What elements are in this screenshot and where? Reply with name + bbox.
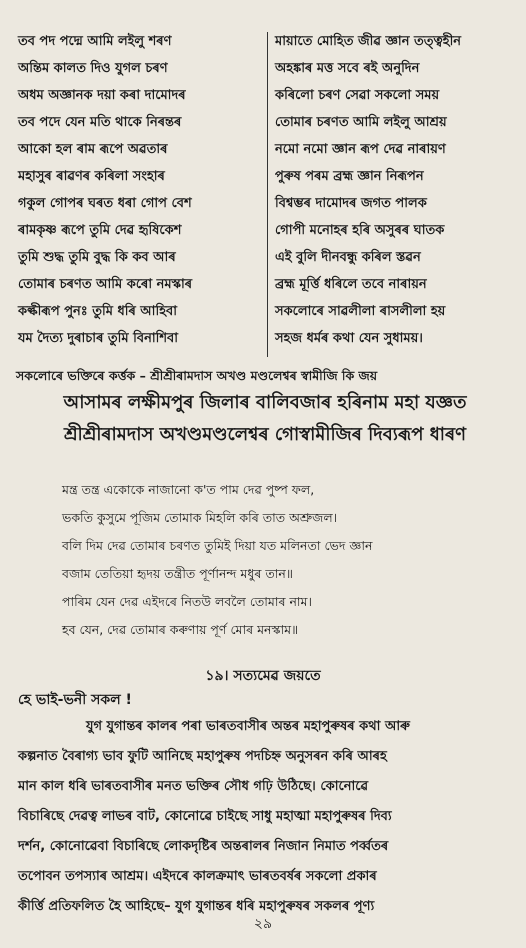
verse-line: ৰামকৃষ্ণ ৰূপে তুমি দেৱ হৃষিকেশ [18,223,182,238]
poem-line: বলি দিম দেৱ তোমাৰ চৰণত তুমিই দিয়া যত মলিনতা ভেদ জ্ঞান [62,538,373,553]
verse-line: পুৰুষ পৰম ব্ৰহ্ম জ্ঞান নিৰূপন [275,169,424,184]
verse-line: মায়াতে মোহিত জীৱ জ্ঞান তত্ত্বহীন [275,34,462,49]
verse-line: অহঙ্কাৰ মত্ত সবে ৰই অনুদিন [275,61,420,76]
verse-column-right [275,28,520,352]
greeting: হে ভাই-ভনী সকল ! [18,692,132,708]
verse-line: কল্কীৰূপ পুনঃ তুমি ধৰি আহিবা [18,304,178,319]
verse-column-left [18,28,263,352]
column-divider [267,32,268,357]
verse-line: গোপী মনোহৰ হৰি অসুৰৰ ঘাতক [275,223,445,238]
prose-line: বিচাৰিছে দেৱত্ব লাভৰ বাট, কোনোৱে চাইছে সাধু মহাত্মা মহাপুৰুষৰ দিব্য [18,809,392,824]
prose-line: যুগ যুগান্তৰ কালৰ পৰা ভাৰতবাসীৰ অন্তৰ মহাপুৰুষৰ কথা আৰু [86,719,410,734]
prose-paragraph [18,712,512,922]
verse-line: যম দৈত্য দুৰাচাৰ তুমি বিনাশিবা [18,331,179,346]
verse-line: তোমাৰ চৰণত আমি লইলু আশ্ৰয় [275,115,447,130]
poem-block [62,476,502,644]
verse-line: তব পদে যেন মতি থাকে নিৰন্তৰ [18,115,182,130]
prose-line: তপোবন তপস্যাৰ আশ্ৰম। এইদৰে কালক্ৰমাৎ ভাৰতবৰ্ষৰ সকলো প্ৰকাৰ [18,869,377,884]
prose-line: দৰ্শন, কোনোৱেবা বিচাৰিছে লোকদৃষ্টিৰ অন্তৰালৰ নিজান নিমাত পৰ্ব্বতৰ [18,839,389,854]
section-title-line-1: আসামৰ লক্ষীমপুৰ জিলাৰ বালিবজাৰ হৰিনাম মহা যজ্ঞত [63,392,467,413]
verse-line: তুমি শুদ্ধ তুমি বুদ্ধ কি কব আৰ [18,250,176,265]
verse-line: আকো হল ৰাম ৰূপে অৱতাৰ [18,142,168,157]
verse-line: কৰিলো চৰণ সেৱা সকলো সময় [275,88,440,103]
praise-banner: সকলোৰে ভক্তিৰে কৰ্ত্তক – শ্ৰীশ্ৰীৰামদাস অখণ্ড মণ্ডলেশ্বৰ স্বামীজি কি জয় [16,368,378,383]
verse-line: অন্তিম কালত দিও যুগল চৰণ [18,61,168,76]
chapter-heading: ১৯। সত্যমেৱ জয়তে [205,668,321,684]
verse-line: সকলোৰে সাৱলীলা ৰাসলীলা হয় [275,304,446,319]
verse-line: নমো নমো জ্ঞান ৰূপ দেৱ নাৰায়ণ [275,142,446,157]
poem-line: হব যেন, দেৱ তোমাৰ কৰুণায় পূৰ্ণ মোৰ মনস্কাম॥ [62,622,299,637]
prose-line: মান কাল ধৰি ভাৰতবাসীৰ মনত ভক্তিৰ সৌধ গঢ়ি উঠিছে। কোনোৱে [18,779,369,794]
verse-line: তোমাৰ চৰণত আমি কৰো নমস্কাৰ [18,277,193,292]
poem-line: মন্ত্ৰ তন্ত্ৰ একোকে নাজানো ক'ত পাম দেৱ পুষ্প ফল, [62,482,315,497]
verse-line: তব পদ পদ্মে আমি লইলু শৰণ [18,34,172,49]
verse-line: অধম অজ্ঞানক দয়া কৰা দামোদৰ [18,88,186,103]
verse-line: ব্ৰহ্ম মূৰ্ত্তি ধৰিলে তবে নাৰায়ন [275,277,427,292]
poem-line: ভকতি কুসুমে পূজিম তোমাক মিহলি কৰি তাত অশ্ৰুজল। [62,510,338,525]
verse-line: সহজ ধৰ্মৰ কথা যেন সুধাময়। [275,331,423,346]
verse-line: মহাসুৰ ৰাৱণৰ কৰিলা সংহাৰ [18,169,165,184]
verse-line: এই বুলি দীনবন্ধু কৰিল স্তৱন [275,250,421,265]
page-number: ২৯ [253,916,273,932]
verse-line: গকুল গোপৰ ঘৰত ধৰা গোপ বেশ [18,196,192,211]
section-title-line-2: শ্ৰীশ্ৰীৰামদাস অখণ্ডমণ্ডলেশ্বৰ গোস্বামীজিৰ দিব্যৰূপ ধাৰণ [63,424,467,445]
poem-line: বজাম তেতিয়া হৃদয় তন্ত্ৰীত পূৰ্ণানন্দ মধুৰ তান॥ [62,566,293,581]
prose-line: কীৰ্ত্তি প্ৰতিফলিত হৈ আহিছে– যুগ যুগান্তৰ ধৰি মহাপুৰুষৰ সকলৰ পূণ্য [18,899,375,914]
poem-line: পাৰিম যেন দেৱ এইদৰে নিতউ লবলৈ তোমাৰ নাম। [62,594,312,609]
prose-line: কল্পনাত বৈৰাগ্য ভাব ফুটি আনিছে মহাপুৰুষ পদচিহ্ন অনুসৰন কৰি আৰহ [18,749,387,764]
verse-line: বিশ্বম্ভৰ দামোদৰ জগত পালক [275,196,427,211]
